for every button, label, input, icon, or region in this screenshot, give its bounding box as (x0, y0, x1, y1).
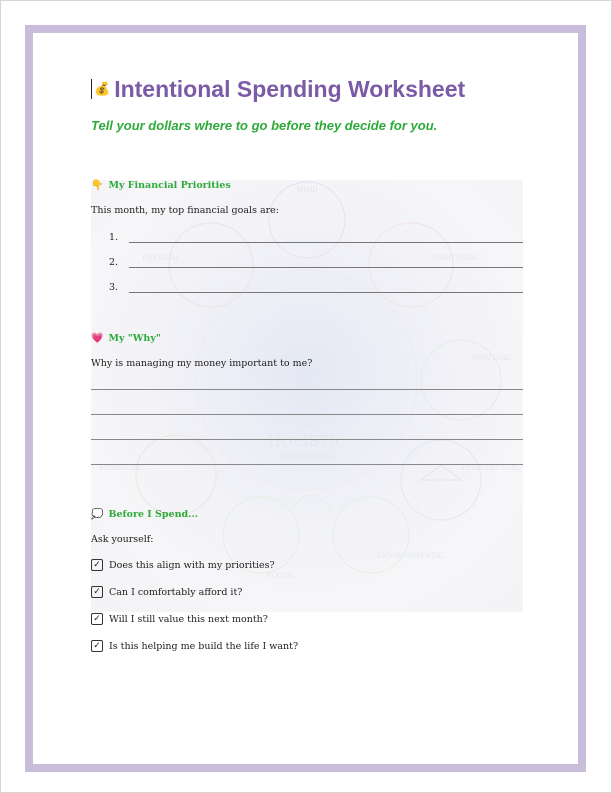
bg-label-social: SOCIAL (266, 572, 296, 580)
bg-label-environmental: ENVIRONMENTAL (376, 552, 446, 560)
why-heading[interactable] (91, 333, 161, 344)
checkbox-checked-icon[interactable]: ✓ (91, 559, 103, 571)
hand-pointing-icon: 👇 (91, 179, 104, 191)
bg-label-financial: FINANCIAL (99, 464, 143, 472)
why-heading-label: My "Why" (108, 333, 161, 344)
bg-label-the: THE (300, 423, 314, 430)
bg-label-intellectual: INTELLECTUAL (461, 464, 521, 472)
checklist-label: Does this align with my priorities? (109, 559, 275, 571)
priority-item-2[interactable] (109, 254, 523, 268)
holistic-ecosystem-illustration (91, 180, 523, 612)
title-row (91, 74, 531, 104)
checklist-label: Is this helping me build the life I want? (109, 640, 299, 652)
priority-answer-line[interactable] (129, 284, 523, 293)
text-cursor (91, 79, 92, 99)
money-bag-icon: 💰 (94, 81, 111, 97)
why-question[interactable]: Why is managing my money important to me? (91, 358, 313, 369)
before-heading[interactable] (91, 509, 198, 520)
checklist-label: Will I still value this next month? (109, 613, 268, 625)
before-heading-label: Before I Spend... (108, 509, 199, 520)
priorities-heading[interactable] (91, 180, 231, 191)
priority-item-3[interactable] (109, 279, 523, 293)
checkbox-checked-icon[interactable]: ✓ (91, 586, 103, 598)
bg-label-holistic: HOLISTIC (267, 432, 347, 450)
priority-answer-line[interactable] (129, 234, 523, 243)
before-intro[interactable]: Ask yourself: (91, 534, 154, 545)
thought-bubble-icon: 💭 (91, 508, 104, 520)
priority-item-1[interactable] (109, 229, 523, 243)
page-title[interactable]: Intentional Spending Worksheet (114, 75, 466, 102)
priority-number: 1. (109, 232, 119, 243)
bg-label-spiritual: SPIRITUAL (470, 354, 512, 362)
priorities-intro[interactable]: This month, my top financial goals are: (91, 205, 279, 216)
priority-answer-line[interactable] (129, 259, 523, 268)
checklist-item[interactable] (91, 640, 298, 652)
bg-label-physical: PHYSICAL (141, 254, 181, 262)
checklist-item[interactable] (91, 586, 242, 598)
priority-number: 3. (109, 282, 119, 293)
heart-icon: 💗 (91, 332, 104, 344)
why-answer-line[interactable] (91, 389, 523, 390)
checkbox-checked-icon[interactable]: ✓ (91, 640, 103, 652)
priority-number: 2. (109, 257, 119, 268)
background-image (91, 180, 523, 612)
checklist-item[interactable] (91, 613, 268, 625)
bg-label-mind: MIND (296, 186, 318, 194)
bg-label-emotional: EMOTIONAL (432, 254, 480, 262)
checklist-item[interactable] (91, 559, 275, 571)
priorities-heading-label: My Financial Priorities (108, 180, 231, 191)
page-subtitle[interactable]: Tell your dollars where to go before they decide for you. (91, 118, 438, 133)
checklist-label: Can I comfortably afford it? (109, 586, 243, 598)
checkbox-checked-icon[interactable]: ✓ (91, 613, 103, 625)
why-answer-line[interactable] (91, 414, 523, 415)
why-answer-line[interactable] (91, 439, 523, 440)
why-answer-line[interactable] (91, 464, 523, 465)
bg-label-ecosystem: ECOSYSTEM (279, 453, 335, 462)
